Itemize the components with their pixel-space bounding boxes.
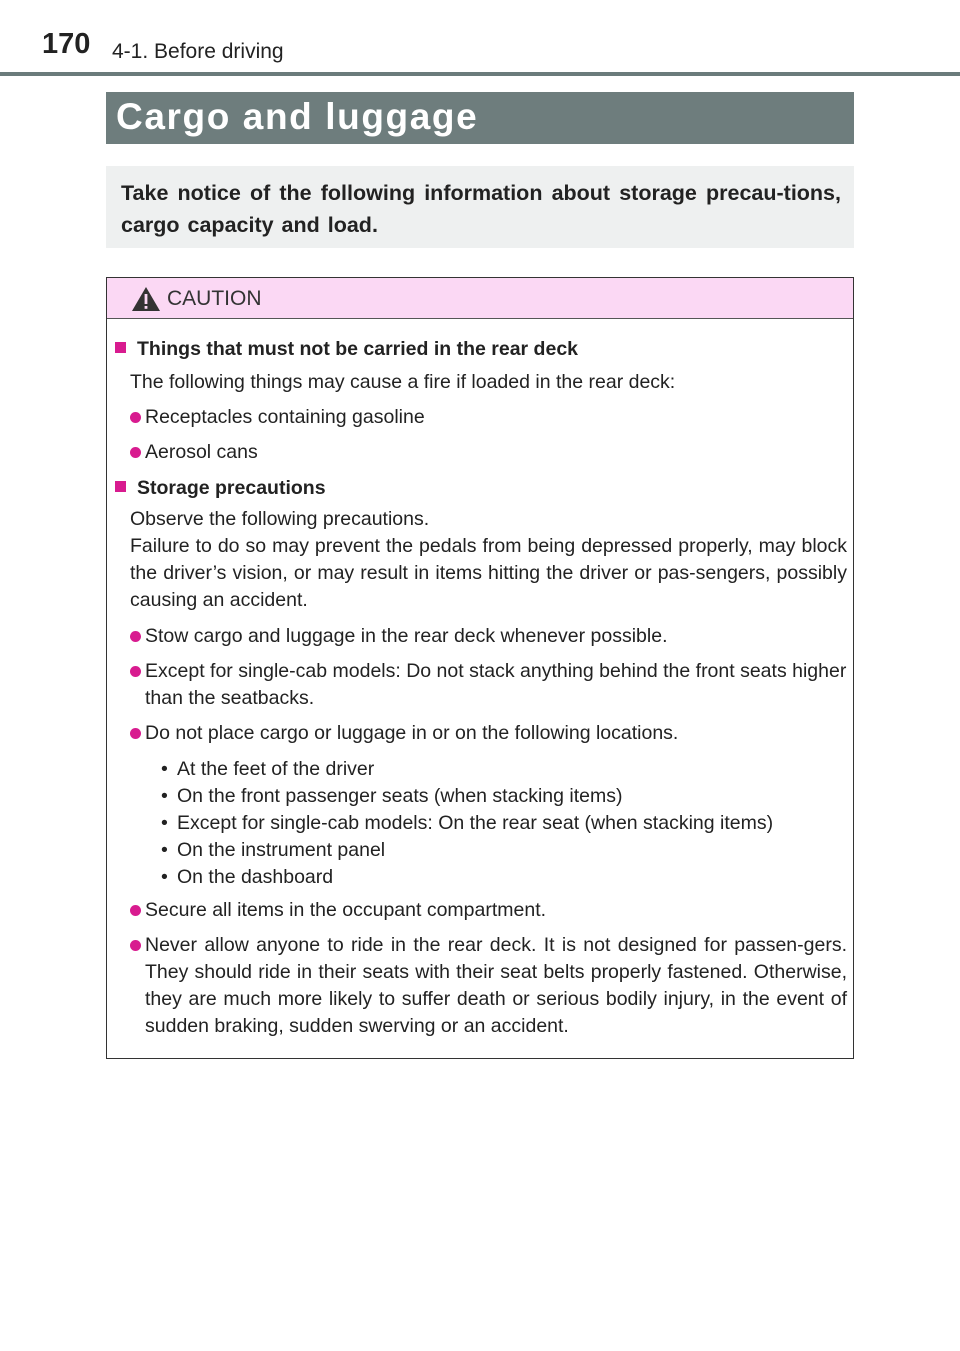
section-heading: Storage precautions xyxy=(115,475,847,501)
list-item: Do not place cargo or luggage in or on the following locations. xyxy=(115,720,847,747)
circle-bullet-icon xyxy=(130,412,141,423)
circle-bullet-icon xyxy=(130,447,141,458)
paragraph: Failure to do so may prevent the pedals from being depressed properly, may block the driver’s vision, or may result in items hitting the driver or pas-sengers, possibly causing an accident. xyxy=(130,535,847,611)
sub-list-item: • At the feet of the driver xyxy=(115,756,847,783)
caution-content xyxy=(115,336,847,1040)
paragraph: Observe the following precautions. xyxy=(130,508,430,530)
circle-bullet-icon xyxy=(130,905,141,916)
list-item: Aerosol cans xyxy=(115,439,847,466)
title-bar xyxy=(106,92,854,144)
header-rule xyxy=(0,72,960,76)
dot-bullet-icon: • xyxy=(161,785,168,807)
sub-list-item: • Except for single-cab models: On the rear seat (when stacking items) xyxy=(115,810,847,837)
square-bullet-icon xyxy=(115,481,126,492)
intro-text: Take notice of the following information about storage precau-tions, cargo capacity and load. xyxy=(121,181,841,237)
circle-bullet-icon xyxy=(130,666,141,677)
circle-bullet-icon xyxy=(130,940,141,951)
list-item: Never allow anyone to ride in the rear deck. It is not designed for passen-gers. They should ride in their seats with their seat belts properly fastened. Otherwise, they are much more likely to suffer death or serious bodily injury, in the event of sudden braking, sudden swerving or an accident. xyxy=(115,932,847,1040)
section-heading: Things that must not be carried in the rear deck xyxy=(115,336,847,362)
caution-label: CAUTION xyxy=(167,287,262,310)
page-header xyxy=(0,0,960,80)
dot-bullet-icon: • xyxy=(161,812,168,834)
caution-box xyxy=(106,277,854,1059)
dot-bullet-icon: • xyxy=(161,866,168,888)
warning-triangle-icon xyxy=(131,286,161,312)
sub-list-item: • On the dashboard xyxy=(115,864,847,891)
dot-bullet-icon: • xyxy=(161,839,168,861)
page-title: Cargo and luggage xyxy=(116,96,479,137)
square-bullet-icon xyxy=(115,342,126,353)
list-item: Stow cargo and luggage in the rear deck whenever possible. xyxy=(115,623,847,650)
intro-box xyxy=(106,166,854,248)
sub-list-item: • On the front passenger seats (when stacking items) xyxy=(115,783,847,810)
list-item: Except for single-cab models: Do not stack anything behind the front seats higher than the seatbacks. xyxy=(115,658,847,712)
caution-header xyxy=(107,278,853,319)
circle-bullet-icon xyxy=(130,631,141,642)
list-item: Receptacles containing gasoline xyxy=(115,404,847,431)
section-label: 4-1. Before driving xyxy=(112,40,284,63)
list-item: Secure all items in the occupant compartment. xyxy=(115,897,847,924)
dot-bullet-icon: • xyxy=(161,758,168,780)
paragraph: The following things may cause a fire if loaded in the rear deck: xyxy=(130,371,676,393)
page-number: 170 xyxy=(42,28,91,60)
sub-list-item: • On the instrument panel xyxy=(115,837,847,864)
circle-bullet-icon xyxy=(130,728,141,739)
